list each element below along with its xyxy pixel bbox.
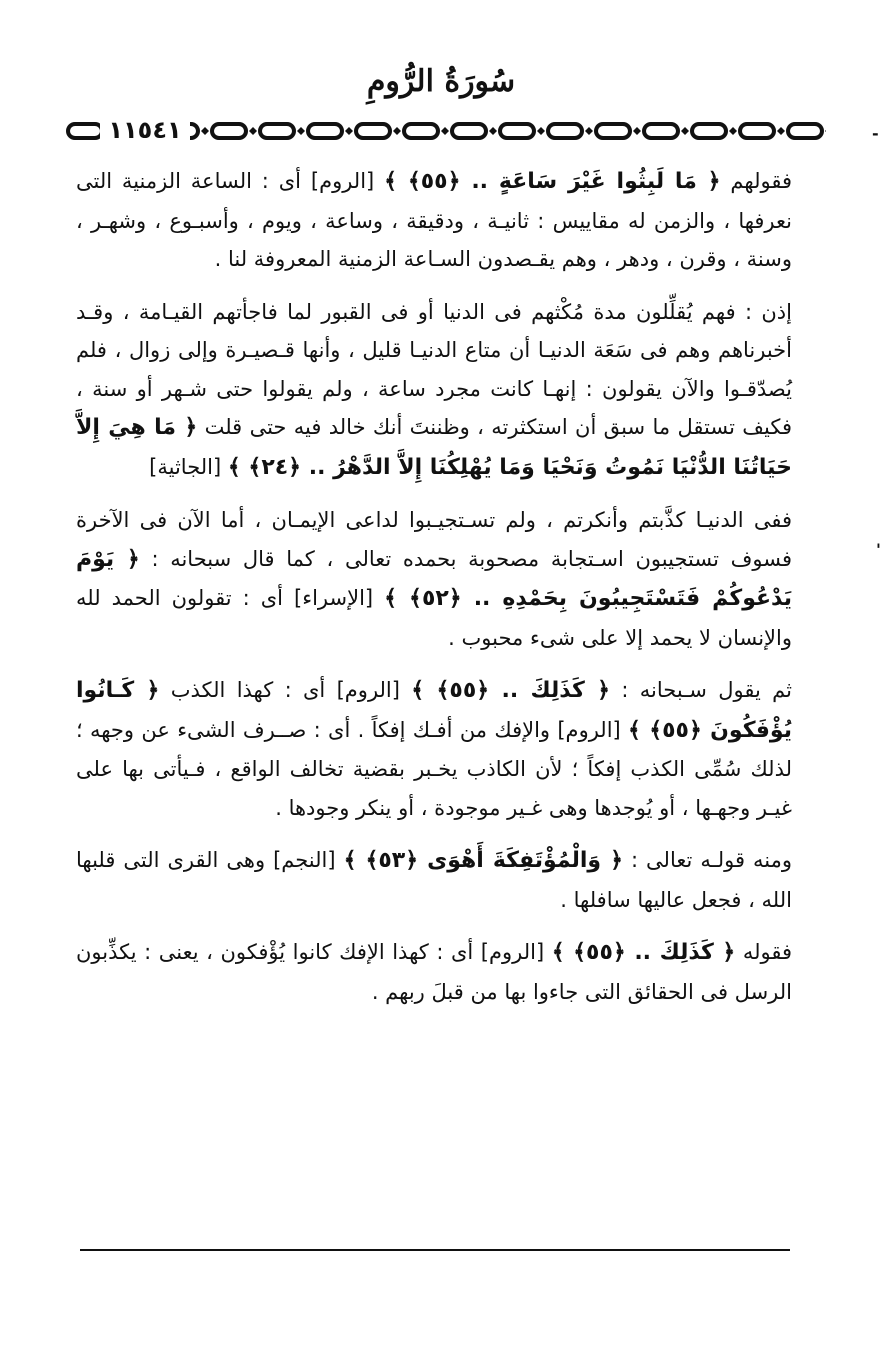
border-diamond xyxy=(393,127,401,135)
border-link xyxy=(212,124,246,138)
paragraph xyxy=(76,933,792,1011)
paragraph-text: [الروم] والإفك من أفـك إفكاً . أى : صــرف الشىء عن وجهه ؛ لذلك سُمِّى الكذب إفكاً ؛ لأن الكاذب يخـبر بقضية تخالف الواقع ، فـيأتى بها على غيـر وجهـها ، أو يُوجدها وهى غـير موجودة ، أو ينكر وجودها . xyxy=(76,717,792,820)
border-link xyxy=(788,124,822,138)
paragraph-text: ثم يقول سـبحانه : xyxy=(610,678,792,702)
border-link xyxy=(692,124,726,138)
border-diamond xyxy=(633,127,641,135)
border-link xyxy=(452,124,486,138)
paragraph-text: [الإسراء] أى : تقولون الحمد لله والإنسان لا يحمد إلا على شىء محبوب . xyxy=(76,586,792,650)
paragraph xyxy=(76,293,792,488)
paragraph-text: [النجم] وهى القرى التى قلبها الله ، فجعل عاليها سافلها . xyxy=(76,848,792,912)
paragraph-text: فقولهم xyxy=(720,169,792,193)
border-diamond xyxy=(537,127,545,135)
paragraph-text: ومنه قولـه تعالى : xyxy=(622,848,793,872)
paragraph xyxy=(76,501,792,657)
border-diamond xyxy=(249,127,257,135)
border-link xyxy=(644,124,678,138)
margin-mark: ' xyxy=(876,540,881,559)
border-diamond xyxy=(345,127,353,135)
paragraph xyxy=(76,671,792,827)
quran-verse: ﴿ كَذَلِكَ .. ﴿٥٥﴾ ﴾ xyxy=(551,940,736,965)
surah-title: سُورَةُ الرُّومِ xyxy=(366,64,516,99)
border-diamond xyxy=(729,127,737,135)
paragraph-text: [الروم] أى : كهذا الإفك كانوا يُؤْفكون ، يعنى : يكذِّبون الرسل فى الحقائق التى جاءوا بها من قبلَ ربهم . xyxy=(76,940,792,1004)
page-number: ١١٥٤١ xyxy=(100,114,190,146)
paragraph-text: فقوله xyxy=(735,940,792,964)
border-link xyxy=(404,124,438,138)
paragraph-text: [الروم] أى : كهذا الكذب xyxy=(159,678,412,702)
quran-verse: ﴿ مَا هِيَ إِلاَّ حَيَاتُنَا الدُّنْيَا نَمُوتُ وَنَحْيَا وَمَا يُهْلِكُنَا إِلاَّ الدَّهْرُ .. ﴿٢٤﴾ ﴾ xyxy=(76,415,792,480)
border-diamond xyxy=(777,127,785,135)
paragraph-text: [الجاثية] xyxy=(149,454,228,479)
border-diamond xyxy=(489,127,497,135)
quran-verse: ﴿ كَـانُوا يُؤْفَكُونَ ﴿٥٥﴾ ﴾ xyxy=(76,678,792,743)
paragraph xyxy=(76,162,792,279)
border-diamond xyxy=(681,127,689,135)
border-diamond xyxy=(585,127,593,135)
body-text xyxy=(76,162,792,1025)
paragraph-text: إذن : فهم يُقلِّلون مدة مُكْثهم فى الدنيا أو فى القبور لما فاجأتهم القيـامة ، وقـد أخبرناهم وهم فى سَعَة الدنيـا أن متاع الدنيـا قليل ، وأنها قـصيـرة وإلى زوال ، فلم يُصدّقـوا والآن يقولون : إنهـا كانت مجرد ساعة ، ولم يقولوا حتى شـهر أو سنة ، فكيف تستقل ما سبق أن استكثرته ، وظننتَ أنك خالد فيه حتى قلت xyxy=(76,299,792,439)
quran-verse: ﴿ وَالْمُؤْتَفِكَةَ أَهْوَى ﴿٥٣﴾ ﴾ xyxy=(343,848,623,873)
border-diamond xyxy=(297,127,305,135)
paragraph-text: [الروم] أى : الساعة الزمنية التى نعرفها ، والزمن له مقاييس : ثانيـة ، ودقيقة ، وساعة ، ويوم ، وأسبـوع ، وشهـر ، وسنة ، وقرن ، ودهر ، وهم يقـصدون السـاعة الزمنية المعروفة لنا . xyxy=(76,169,792,271)
border-link xyxy=(68,124,102,138)
border-link xyxy=(548,124,582,138)
border-diamond xyxy=(441,127,449,135)
border-diamond xyxy=(825,127,826,135)
border-link xyxy=(356,124,390,138)
border-diamond xyxy=(201,127,209,135)
border-link xyxy=(260,124,294,138)
quran-verse: ﴿ كَذَلِكَ .. ﴿٥٥﴾ ﴾ xyxy=(411,678,610,703)
paragraph xyxy=(76,841,792,919)
quran-verse: ﴿ يَوْمَ يَدْعُوكُمْ فَتَسْتَجِيبُونَ بِحَمْدِهِ .. ﴿٥٢﴾ ﴾ xyxy=(76,546,792,611)
margin-mark: - xyxy=(872,124,879,143)
paragraph-text: ففى الدنيـا كذَّبتم وأنكرتم ، ولم تسـتجيـبوا لداعى الإيمـان ، أما الآن فى الآخرة فسوف تستجيبون اسـتجابة مصحوبة بحمده تعالى ، كما قال سبحانه : xyxy=(76,508,792,571)
footer-rule xyxy=(80,1249,790,1251)
border-link xyxy=(308,124,342,138)
border-link xyxy=(596,124,630,138)
border-link xyxy=(740,124,774,138)
border-link xyxy=(500,124,534,138)
quran-verse: ﴿ مَا لَبِثُوا غَيْرَ سَاعَةٍ .. ﴿٥٥﴾ ﴾ xyxy=(384,169,721,194)
